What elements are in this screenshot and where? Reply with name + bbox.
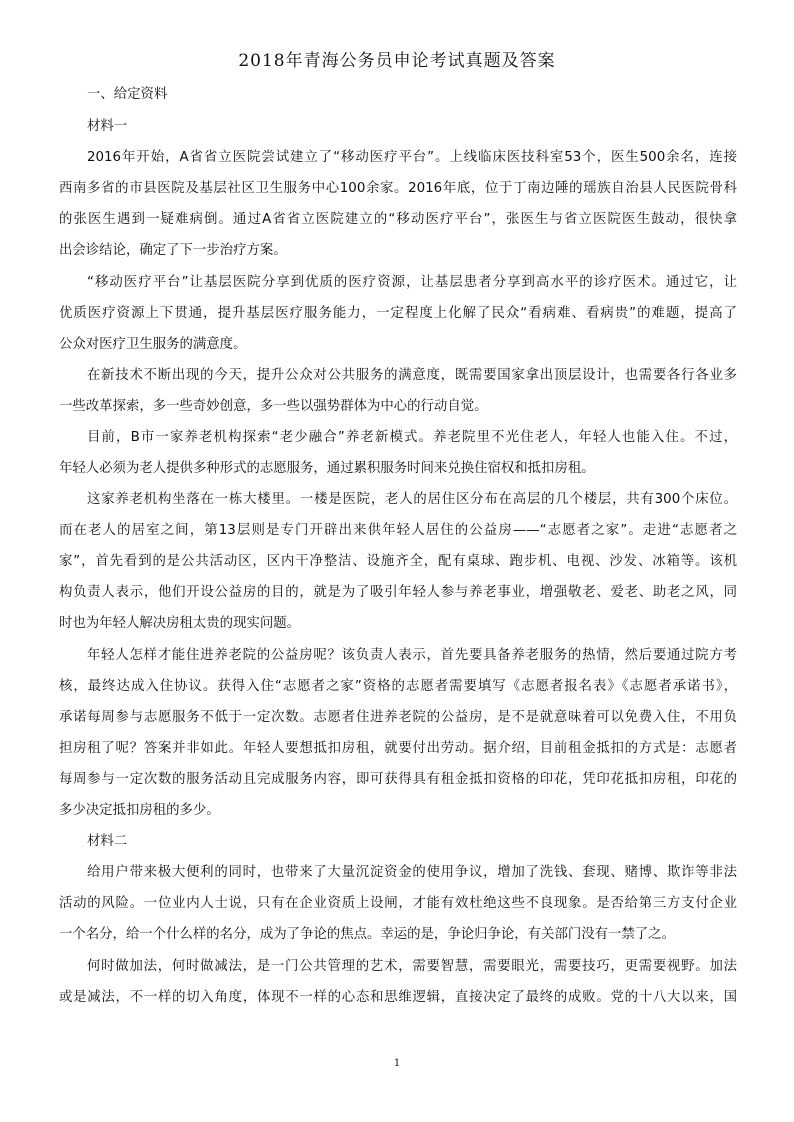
paragraph-line: 优质医疗资源上下贯通，提升基层医疗服务能力，一定程度上化解了民众“看病难、看病贵”的难题，提高了 [59,306,737,321]
page-number: 1 [393,1058,401,1069]
paragraph-line: 构负责人表示，他们开设公益房的目的，就是为了吸引年轻人参与养老事业，增强敬老、爱老、助老之风，同 [59,585,737,600]
paragraph-line: 而在老人的居室之间，第13层则是专门开辟出来供年轻人居住的公益房——“志愿者之家”。走进“志愿者之 [59,523,737,538]
paragraph-line: 多少决定抵扣房租的多少。 [59,803,220,818]
paragraph-line: 活动的风险。一位业内人士说，只有在企业资质上设闸，才能有效杜绝这些不良现象。是否给第三方支付企业 [59,896,737,911]
paragraph-line: 给用户带来极大便利的同时，也带来了大量沉淀资金的使用争议，增加了洗钱、套现、赌博、欺诈等非法 [87,865,737,880]
section-heading: 一、给定资料 [87,87,168,102]
paragraph-line: 的张医生遇到一疑难病倒。通过A省省立医院建立的“移动医疗平台”，张医生与省立医院医生鼓动，很快拿 [59,212,737,227]
paragraph-line: “移动医疗平台”让基层医院分享到优质的医疗资源，让基层患者分享到高水平的诊疗医术。通过它，让 [87,275,737,290]
paragraph-line: 一些改革探索，多一些奇妙创意，多一些以强势群体为中心的行动自觉。 [59,399,488,414]
paragraph-line: 西南多省的市县医院及基层社区卫生服务中心100余家。2016年底，位于丁南边陲的瑶族自治县人民医院骨科 [59,181,737,196]
paragraph-line: 核，最终达成入住协议。获得入住“志愿者之家”资格的志愿者需要填写《志愿者报名表》《志愿者承诺书》， [59,679,737,694]
paragraph-line: 公众对医疗卫生服务的满意度。 [59,337,247,352]
paragraph-line: 目前，B市一家养老机构探索“老少融合”养老新模式。养老院里不光住老人，年轻人也能入住。不过， [87,430,737,445]
paragraph-line: 出会诊结论，确定了下一步治疗方案。 [59,243,287,258]
paragraph-line: 家”，首先看到的是公共活动区，区内干净整洁、设施齐全，配有桌球、跑步机、电视、沙发、冰箱等。该机 [59,554,737,569]
paragraph-line: 每周参与一定次数的服务活动且完成服务内容，即可获得具有租金抵扣资格的印花，凭印花抵扣房租，印花的 [59,772,737,787]
paragraph-line: 年轻人怎样才能住进养老院的公益房呢？该负责人表示，首先要具备养老服务的热情，然后要通过院方考 [87,648,737,663]
paragraph-line: 担房租了呢？答案并非如此。年轻人要想抵扣房租，就要付出劳动。据介绍，目前租金抵扣的方式是：志愿者 [59,741,737,756]
material-1-label: 材料一 [87,119,128,134]
paragraph-line: 在新技术不断出现的今天，提升公众对公共服务的满意度，既需要国家拿出顶层设计，也需要各行各业多 [87,368,737,383]
paragraph-line: 年轻人必须为老人提供多种形式的志愿服务，通过累积服务时间来兑换住宿权和抵扣房租。 [59,461,595,476]
material-2-label: 材料二 [87,834,128,849]
paragraph-line: 一个名分，给一个什么样的名分，成为了争论的焦点。幸运的是，争论归争论，有关部门没有一禁了之。 [59,927,675,942]
document-title: 2018年青海公务员申论考试真题及答案 [238,51,556,71]
paragraph-line: 时也为年轻人解决房租太贵的现实问题。 [59,616,301,631]
paragraph-line: 2016年开始，A省省立医院尝试建立了“移动医疗平台”。上线临床医技科室53个，医生500余名，连接 [87,150,737,165]
paragraph-line: 承诺每周参与志愿服务不低于一定次数。志愿者住进养老院的公益房，是不是就意味着可以免费入住，不用负 [59,710,737,725]
paragraph-line: 或是减法，不一样的切入角度，体现不一样的心态和思维逻辑，直接决定了最终的成败。党的十八大以来，国 [59,990,737,1005]
paragraph-line: 这家养老机构坐落在一栋大楼里。一楼是医院，老人的居住区分布在高层的几个楼层，共有300个床位。 [87,492,737,507]
paragraph-line: 何时做加法，何时做减法，是一门公共管理的艺术，需要智慧，需要眼光，需要技巧，更需要视野。加法 [87,959,737,974]
